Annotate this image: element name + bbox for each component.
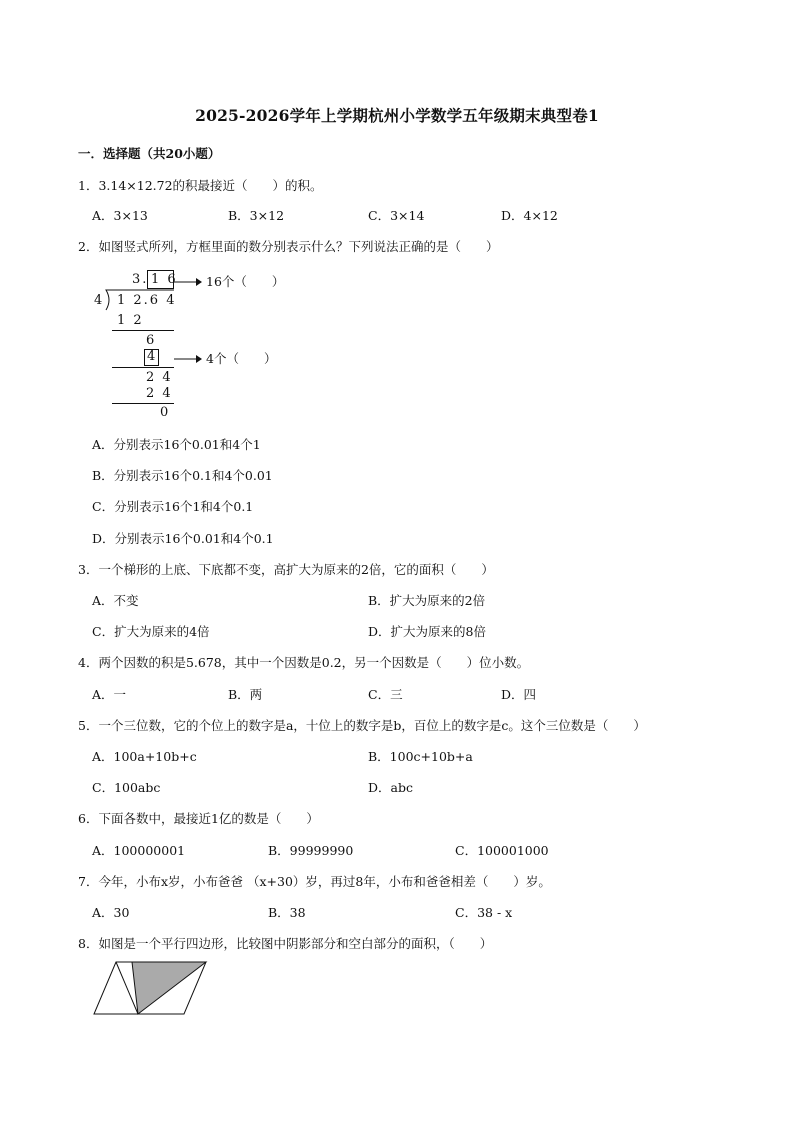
q3-option-b[interactable]: B．扩大为原来的2倍 [368,593,486,608]
q3-option-a[interactable]: A．不变 [92,593,139,608]
q2-option-a[interactable]: A．分别表示16个0.01和4个1 [92,437,261,452]
q5-option-c[interactable]: C．100abc [92,780,161,795]
q1-option-b[interactable]: B．3×12 [228,208,285,223]
parallelogram-figure [92,960,212,1020]
question-2-stem: 2．如图竖式所列，方框里面的数分别表示什么？下列说法正确的是（ ） [78,239,499,254]
q4-option-d[interactable]: D．四 [501,687,537,702]
q2-option-d[interactable]: D．分别表示16个0.01和4个0.1 [92,531,274,546]
question-3-stem: 3．一个梯形的上底、下底都不变，高扩大为原来的2倍，它的面积（ ） [78,562,494,577]
page-title: 2025-2026学年上学期杭州小学数学五年级期末典型卷1 [195,106,599,125]
q3-option-c[interactable]: C．扩大为原来的4倍 [92,624,210,639]
dividend: 1 2.6 4 [117,293,177,308]
q6-option-b[interactable]: B．99999990 [268,843,354,858]
q7-option-b[interactable]: B．38 [268,905,306,920]
q2-option-c[interactable]: C．分别表示16个1和4个0.1 [92,499,254,514]
division-rule-2 [112,367,174,368]
q1-option-d[interactable]: D．4×12 [501,208,558,223]
section-heading: 一．选择题（共20小题） [78,146,221,161]
arrow-icon [174,350,202,369]
q7-option-c[interactable]: C．38 - x [455,905,513,920]
top-arrow-label: 16个（ ） [206,274,285,289]
q4-option-a[interactable]: A．一 [92,687,127,702]
quotient-left: 3. [132,272,149,287]
division-row-3: 2 4 [146,370,173,385]
division-rule-3 [112,403,174,404]
q5-option-b[interactable]: B．100c+10b+a [368,749,473,764]
q3-option-d[interactable]: D．扩大为原来的8倍 [368,624,486,639]
division-row-2-boxed: 4 [147,349,158,364]
division-row-2: 6 [146,333,157,348]
q1-option-c[interactable]: C．3×14 [368,208,425,223]
question-5-stem: 5．一个三位数，它的个位上的数字是a，十位上的数字是b，百位上的数字是c。这个三位数是（ ） [78,718,646,733]
q7-option-a[interactable]: A．30 [92,905,130,920]
q4-option-b[interactable]: B．两 [228,687,263,702]
division-rule-1 [112,330,174,331]
q2-option-b[interactable]: B．分别表示16个0.1和4个0.01 [92,468,273,483]
mid-arrow-label: 4个（ ） [206,351,277,366]
division-row-5: 0 [160,405,171,420]
question-6-stem: 6．下面各数中，最接近1亿的数是（ ） [78,811,319,826]
q5-option-a[interactable]: A．100a+10b+c [92,749,197,764]
question-7-stem: 7．今年，小布x岁，小布爸爸 （x+30）岁，再过8年，小布和爸爸相差（ ）岁。 [78,874,551,889]
quotient-boxed: 1 6 [151,272,178,287]
divisor: 4 [94,293,105,308]
question-1-stem: 1．3.14×12.72的积最接近（ ）的积。 [78,178,323,193]
q4-option-c[interactable]: C．三 [368,687,403,702]
division-row-4: 2 4 [146,386,173,401]
q5-option-d[interactable]: D．abc [368,780,413,795]
q6-option-c[interactable]: C．100001000 [455,843,549,858]
question-8-stem: 8．如图是一个平行四边形，比较图中阴影部分和空白部分的面积，（ ） [78,936,493,951]
q1-option-a[interactable]: A．3×13 [92,208,148,223]
question-4-stem: 4．两个因数的积是5.678，其中一个因数是0.2，另一个因数是（ ）位小数。 [78,655,530,670]
q6-option-a[interactable]: A．100000001 [92,843,186,858]
division-row-1: 1 2 [117,313,144,328]
